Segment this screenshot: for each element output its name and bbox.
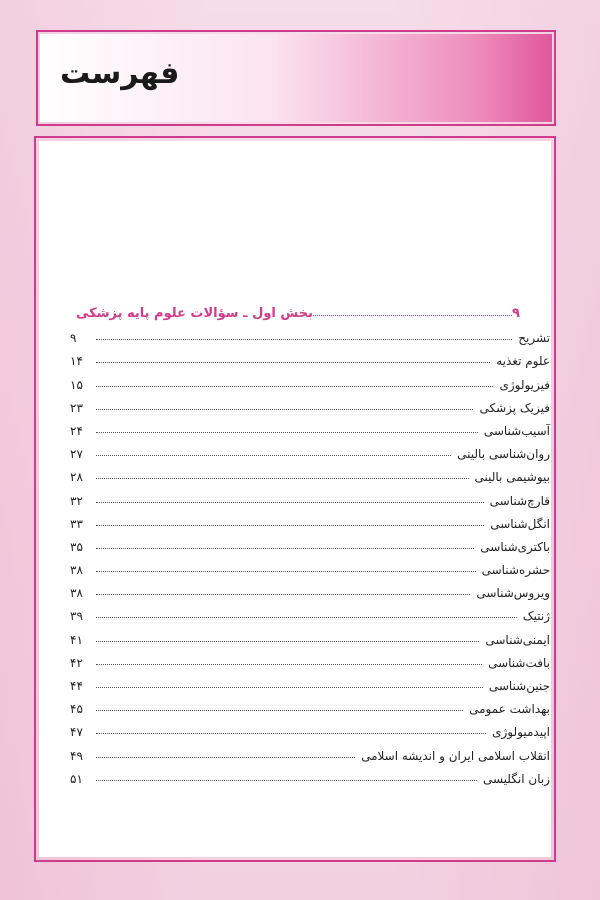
toc-entry-title: انگل‌شناسی — [490, 516, 550, 531]
toc-entry-title: تشریح — [518, 331, 550, 346]
toc-entry[interactable] — [70, 763, 550, 786]
toc-entry-page: ۴۴ — [70, 679, 83, 693]
toc-entry-title: ژنتیک — [522, 609, 550, 624]
toc-entry[interactable] — [70, 345, 550, 368]
toc-entry-title: علوم تغذیه — [496, 354, 550, 369]
toc-entry-title: قارچ‌شناسی — [489, 493, 550, 508]
leader-dots — [96, 409, 473, 410]
toc-entry-page: ۲۷ — [70, 447, 83, 462]
toc-entry[interactable] — [70, 368, 550, 391]
leader-dots — [96, 757, 355, 758]
toc-entry-title: آسیب‌شناسی — [483, 423, 550, 438]
leader-dots — [96, 617, 517, 618]
toc-entry-page: ۴۹ — [70, 748, 83, 763]
leader-dots — [96, 571, 476, 572]
toc-entry-title: فیزیولوژی — [499, 377, 550, 392]
toc-entry-page: ۵۱ — [70, 771, 83, 786]
leader-dots — [96, 455, 451, 456]
toc-entry-title: روان‌شناسی بالینی — [457, 447, 550, 462]
toc-entry-page: ۴۱ — [70, 632, 83, 647]
toc-entry-page: ۳۳ — [70, 516, 83, 531]
toc-entry[interactable] — [70, 623, 550, 646]
leader-dots — [96, 502, 484, 503]
toc-entry[interactable] — [70, 554, 550, 577]
toc-entry-page: ۳۸ — [70, 563, 83, 578]
toc-entry[interactable] — [70, 508, 550, 531]
toc-entry-page: ۲۳ — [70, 400, 83, 415]
toc-entry[interactable] — [70, 484, 550, 507]
toc-entry-title: زبان انگلیسی — [482, 771, 550, 786]
leader-dots — [96, 339, 512, 340]
toc-entry-page: ۲۴ — [70, 423, 83, 438]
toc-entry-title: جنین‌شناسی — [488, 679, 550, 693]
leader-dots — [96, 780, 477, 781]
leader-dots — [96, 641, 479, 642]
toc-entry-title: انقلاب اسلامی ایران و اندیشه اسلامی — [361, 748, 550, 763]
toc-section-heading[interactable] — [70, 297, 538, 321]
leader-dots — [96, 525, 484, 526]
leader-dots — [96, 362, 490, 363]
toc-entry[interactable] — [70, 322, 550, 345]
toc-entry[interactable] — [70, 670, 550, 693]
leader-dots — [96, 733, 486, 734]
section-page-number: ۹ — [512, 306, 520, 321]
toc-entry[interactable] — [70, 415, 550, 438]
toc-entry[interactable] — [70, 693, 550, 716]
leader-dots — [96, 664, 482, 665]
toc-entry[interactable] — [70, 577, 550, 600]
leader-dots — [96, 710, 463, 711]
toc-entry[interactable] — [70, 647, 550, 670]
toc-entry[interactable] — [70, 739, 550, 762]
toc-entry[interactable] — [70, 438, 550, 461]
toc-entry[interactable] — [70, 600, 550, 623]
toc-entry[interactable] — [70, 531, 550, 554]
leader-dots — [96, 594, 470, 595]
toc-entry[interactable] — [70, 392, 550, 415]
toc-entry-title: ایمنی‌شناسی — [485, 632, 550, 647]
leader-dots — [96, 478, 469, 479]
toc-entry-page: ۲۸ — [70, 470, 83, 485]
toc-entry-title: بیوشیمی بالینی — [474, 470, 550, 485]
toc-entry-page: ۱۴ — [70, 354, 83, 369]
leader-dots — [96, 548, 474, 549]
toc-entry-title: اپیدمیولوژی — [492, 725, 550, 740]
toc-entry-title: بهداشت عمومی — [469, 702, 550, 717]
leader-dots — [96, 432, 478, 433]
toc-entry-page: ۳۲ — [70, 493, 83, 508]
toc-entry[interactable] — [70, 461, 550, 484]
toc-entry-page: ۴۲ — [70, 655, 83, 670]
leader-dots — [96, 386, 493, 387]
toc-entry-page: ۴۵ — [70, 702, 83, 717]
toc-entry-title: بافت‌شناسی — [488, 655, 550, 670]
toc-entry-title: فیزیک پزشکی — [479, 400, 550, 415]
toc-entry-page: ۱۵ — [70, 377, 83, 392]
toc-entry-title: باکتری‌شناسی — [480, 539, 550, 554]
leader-dots — [96, 687, 483, 688]
section-title: بخش اول ـ سؤالات علوم پایه پزشکی — [76, 306, 314, 321]
toc-entry-page: ۹ — [70, 331, 77, 346]
toc-entry-page: ۳۹ — [70, 609, 83, 624]
toc-entry-title: ویروس‌شناسی — [476, 586, 550, 601]
page-title: فهرست — [60, 56, 180, 91]
toc-entry[interactable] — [70, 716, 550, 739]
section-leader-dots — [313, 315, 512, 316]
toc-list — [70, 322, 550, 786]
toc-entry-page: ۳۵ — [70, 539, 83, 554]
toc-entry-page: ۳۸ — [70, 586, 83, 601]
toc-entry-title: حشره‌شناسی — [481, 563, 550, 578]
toc-entry-page: ۴۷ — [70, 725, 83, 740]
